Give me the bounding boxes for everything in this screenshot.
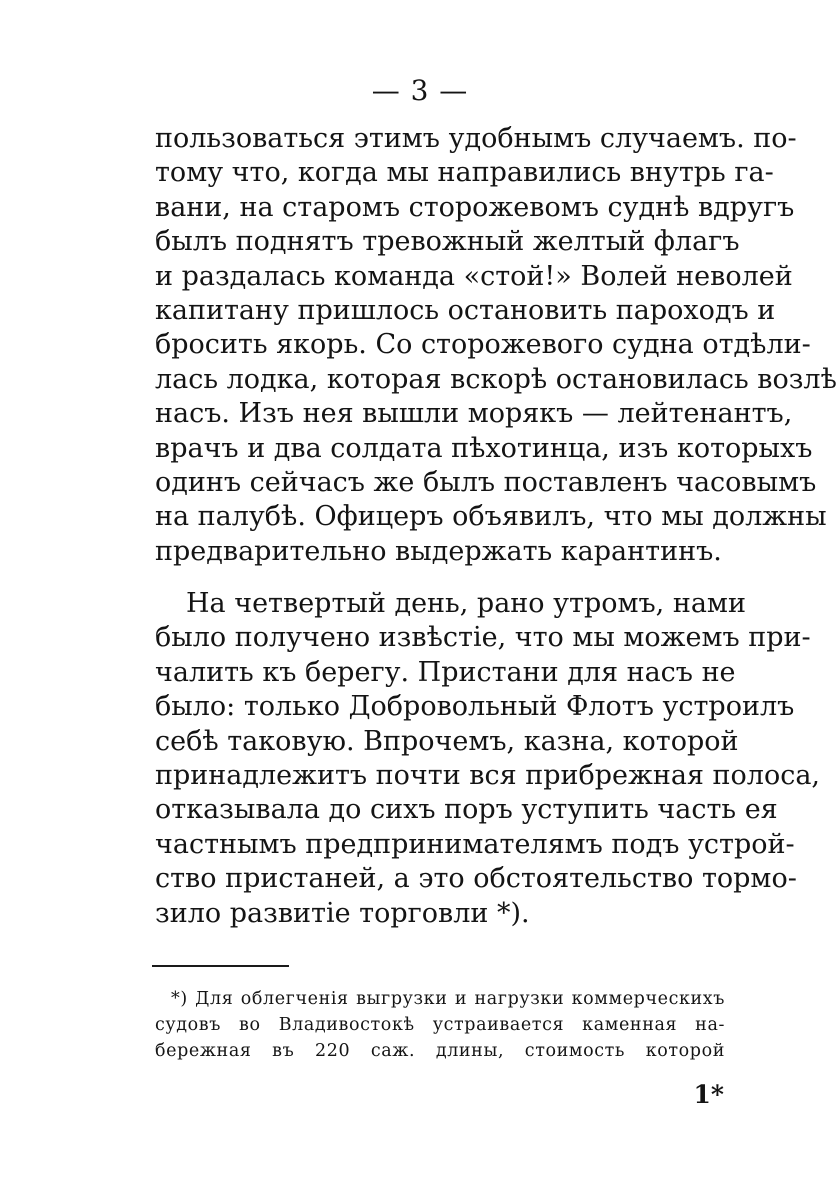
text-line: бросить якорь. Со сторожевого судна отдѣли-	[155, 329, 811, 361]
text-line: На четвертый день, рано утромъ, нами	[186, 588, 746, 619]
text-line: и раздалась команда «стой!» Волей неволей	[155, 260, 793, 292]
text-line: пользоваться этимъ удобнымъ случаемъ. по-	[155, 123, 797, 154]
text-line: на палубѣ. Офицеръ объявилъ, что мы должны	[155, 501, 827, 533]
text-line: предварительно выдержать карантинъ.	[155, 535, 722, 567]
text-line: частнымъ предпринимателямъ подъ устрой-	[155, 828, 795, 860]
text-line: было: только Добровольный Флотъ устроилъ	[155, 691, 795, 723]
text-line: врачъ и два солдата пѣхотинца, изъ которыхъ	[155, 432, 813, 464]
text-line: тому что, когда мы направились внутрь га-	[155, 157, 774, 189]
footnote	[155, 986, 725, 1064]
text-line: чалить къ берегу. Пристани для насъ не	[155, 656, 736, 688]
text-line: себѣ таковую. Впрочемъ, казна, которой	[155, 725, 739, 757]
text-line: зило развитіе торговли *).	[155, 897, 530, 929]
page-number: — 3 —	[371, 74, 469, 107]
footnote-line: *) Для облегченія выгрузки и нагрузки коммерческихъ	[171, 989, 725, 1009]
text-line: было получено извѣстіе, что мы можемъ при-	[155, 622, 811, 654]
text-line: ство пристаней, а это обстоятельство тормо-	[155, 863, 797, 895]
text-line: отказывала до сихъ поръ уступить часть ея	[155, 794, 778, 826]
paragraph-1	[155, 122, 837, 569]
text-line: принадлежитъ почти вся прибрежная полоса,	[155, 759, 821, 791]
footnote-line: бережная въ 220 саж. длины, стоимость которой	[155, 1041, 725, 1061]
text-line: былъ поднятъ тревожный желтый флагъ	[155, 226, 740, 258]
paragraph-2	[155, 587, 821, 931]
text-line: лась лодка, которая вскорѣ остановилась возлѣ	[155, 363, 837, 395]
text-line: одинъ сейчасъ же былъ поставленъ часовымъ	[155, 466, 817, 498]
text-line: насъ. Изъ нея вышли морякъ — лейтенантъ,	[155, 398, 793, 430]
text-line: капитану пришлось остановить пароходъ и	[155, 294, 776, 326]
footnote-divider	[152, 965, 289, 967]
signature-mark: 1*	[693, 1080, 724, 1109]
footnote-line: судовъ во Владивостокѣ устраивается каменная на-	[155, 1015, 725, 1035]
text-line: вани, на старомъ сторожевомъ суднѣ вдругъ	[155, 191, 795, 223]
